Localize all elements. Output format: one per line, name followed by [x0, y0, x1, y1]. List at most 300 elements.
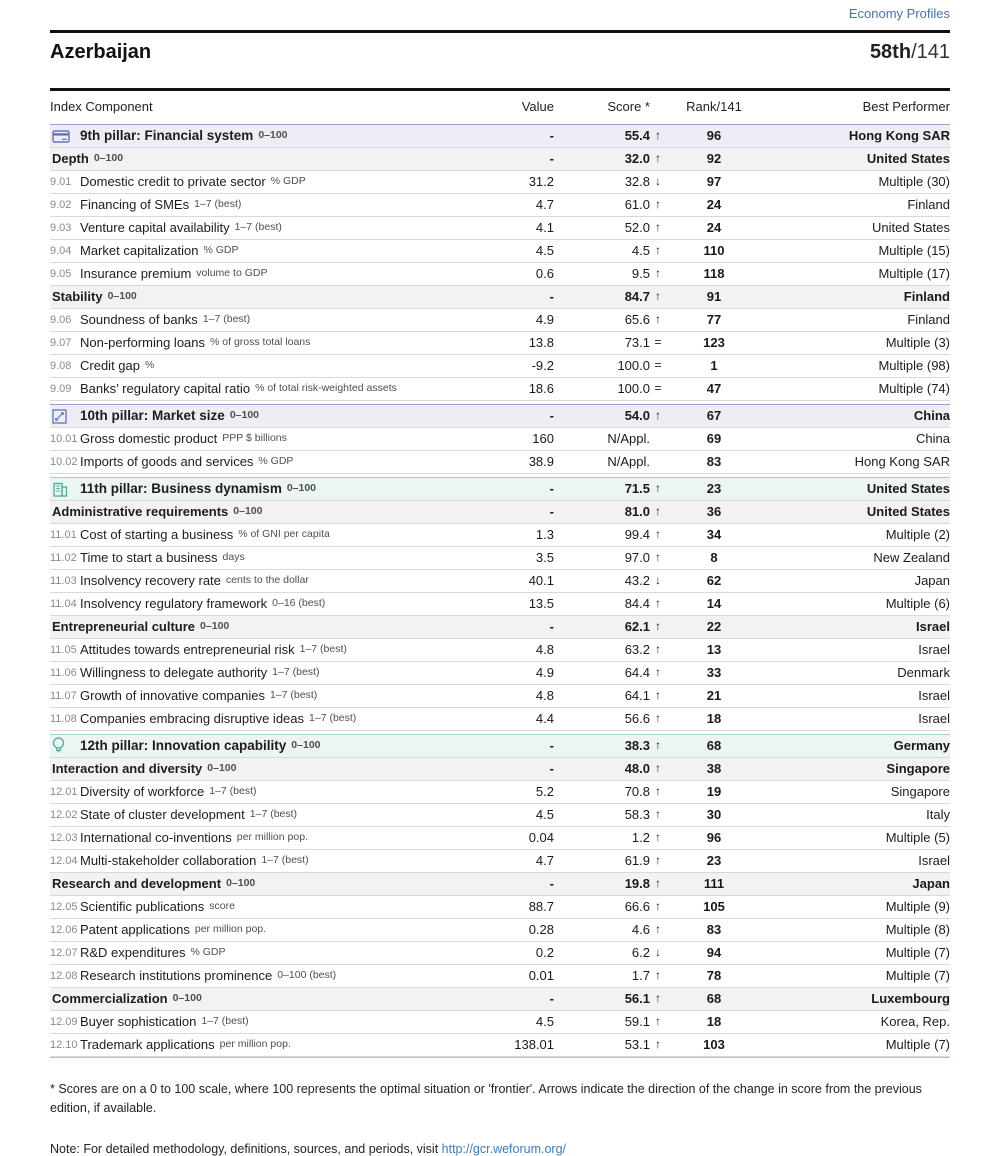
score-value: 97.0 — [624, 549, 650, 565]
methodology-note — [50, 1142, 950, 1156]
score-value: 19.8 — [624, 875, 650, 891]
best-performer-cell: Multiple (7) — [885, 967, 950, 983]
rank-cell: 103 — [703, 1036, 725, 1052]
row-label: International co-inventions — [80, 830, 232, 845]
score-cell — [554, 877, 666, 891]
component-cell — [50, 290, 466, 304]
row-label: Scientific publications — [80, 899, 205, 914]
indicator-number: 12.10 — [50, 1038, 78, 1051]
indicator-row — [50, 781, 950, 804]
row-label: Insolvency regulatory framework — [80, 596, 268, 611]
best-performer-cell: Finland — [907, 311, 950, 327]
score-cell — [554, 505, 666, 519]
trend-up-arrow-icon: ↑ — [655, 688, 661, 703]
indicator-row — [50, 850, 950, 873]
row-label: Attitudes towards entrepreneurial risk — [80, 642, 295, 657]
value-cell: 40.1 — [528, 572, 554, 588]
row-unit: 0–100 — [200, 620, 230, 633]
score-cell — [554, 432, 666, 446]
trend-up-arrow-icon: ↑ — [655, 596, 661, 611]
component-cell — [50, 505, 466, 519]
rank-cell: 68 — [706, 990, 722, 1006]
rank-cell: 69 — [706, 430, 722, 446]
rank-cell: 94 — [706, 944, 722, 960]
best-performer-cell: China — [916, 430, 950, 446]
subsection-row — [50, 148, 950, 171]
component-cell — [50, 455, 466, 469]
value-cell: - — [549, 288, 554, 304]
rank-cell: 67 — [706, 407, 722, 423]
score-value: 81.0 — [624, 503, 650, 519]
row-label: 9th pillar: Financial system — [80, 128, 254, 143]
row-unit: per million pop. — [219, 1038, 291, 1051]
rank-cell: 36 — [706, 503, 722, 519]
row-label: Venture capital availability — [80, 220, 230, 235]
row-label: Insurance premium — [80, 266, 192, 281]
best-performer-cell: Japan — [914, 572, 950, 588]
score-value: N/Appl. — [607, 430, 650, 446]
trend-up-arrow-icon: ↑ — [655, 968, 661, 983]
methodology-note-text: Note: For detailed methodology, definitions, sources, and periods, visit — [50, 1141, 442, 1156]
indicator-number: 12.02 — [50, 808, 78, 821]
score-value: 100.0 — [617, 380, 650, 396]
row-unit: 0–100 — [258, 129, 288, 142]
best-performer-cell: Multiple (5) — [885, 829, 950, 845]
row-label: Imports of goods and services — [80, 454, 254, 469]
score-value: 66.6 — [624, 898, 650, 914]
component-cell — [50, 336, 466, 350]
best-performer-cell: Korea, Rep. — [880, 1013, 950, 1029]
trend-up-arrow-icon: ↑ — [655, 1037, 661, 1052]
best-performer-cell: Multiple (30) — [878, 173, 950, 189]
trend-up-arrow-icon: ↑ — [655, 312, 661, 327]
row-unit: 0–100 — [226, 877, 256, 890]
score-value: 73.1 — [624, 334, 650, 350]
row-unit: 1–7 (best) — [202, 313, 251, 326]
row-label: Buyer sophistication — [80, 1014, 197, 1029]
value-cell: 13.5 — [528, 595, 554, 611]
pillar-row — [50, 404, 950, 428]
component-cell — [50, 409, 466, 424]
row-label: Stability — [52, 289, 103, 304]
component-cell — [50, 528, 466, 542]
component-cell — [50, 737, 466, 755]
indicator-number: 12.07 — [50, 946, 78, 959]
indicator-row — [50, 896, 950, 919]
value-cell: - — [549, 875, 554, 891]
best-performer-cell: Hong Kong SAR — [848, 127, 950, 143]
score-value: 54.0 — [624, 407, 650, 423]
rank-cell: 68 — [706, 737, 722, 753]
indicator-row — [50, 355, 950, 378]
row-unit: score — [209, 900, 235, 913]
trend-up-arrow-icon: ↑ — [655, 481, 661, 496]
rank-cell: 47 — [706, 380, 722, 396]
subsection-row — [50, 501, 950, 524]
pillar-row — [50, 124, 950, 148]
score-cell — [554, 969, 666, 983]
component-cell — [50, 597, 466, 611]
row-unit: % — [144, 359, 155, 372]
row-label: Non-performing loans — [80, 335, 206, 350]
indicator-row — [50, 524, 950, 547]
value-cell: 18.6 — [528, 380, 554, 396]
rank-cell: 105 — [703, 898, 725, 914]
indicator-number: 11.06 — [50, 666, 77, 679]
trend-up-arrow-icon: ↑ — [655, 289, 661, 304]
best-performer-cell: Germany — [893, 737, 950, 753]
row-unit: 1–7 (best) — [234, 221, 282, 234]
score-cell — [554, 992, 666, 1006]
trend-up-arrow-icon: ↑ — [655, 784, 661, 799]
row-label: Patent applications — [80, 922, 190, 937]
pillar-row — [50, 734, 950, 758]
best-performer-cell: United States — [866, 150, 950, 166]
score-value: 56.1 — [624, 990, 650, 1006]
row-label: R&D expenditures — [80, 945, 186, 960]
row-unit: PPP $ billions — [222, 432, 287, 445]
best-performer-cell: Israel — [918, 687, 950, 703]
row-unit: 0–100 — [107, 290, 137, 303]
economy-profiles-link[interactable]: Economy Profiles — [848, 6, 950, 21]
component-cell — [50, 574, 466, 588]
score-cell — [554, 382, 666, 396]
indicator-number: 11.01 — [50, 528, 77, 541]
score-cell — [554, 785, 666, 799]
row-unit: 0–100 — [207, 762, 237, 775]
row-label: Multi-stakeholder collaboration — [80, 853, 257, 868]
indicator-row — [50, 662, 950, 685]
component-cell — [50, 969, 466, 983]
row-label: Banks’ regulatory capital ratio — [80, 381, 251, 396]
score-cell — [554, 712, 666, 726]
value-cell: 0.01 — [528, 967, 554, 983]
subsection-row — [50, 616, 950, 639]
rank-cell: 110 — [703, 242, 725, 258]
component-cell — [50, 382, 466, 396]
score-value: 53.1 — [624, 1036, 650, 1052]
rank-cell: 83 — [706, 921, 722, 937]
value-cell: 160 — [532, 430, 554, 446]
row-unit: cents to the dollar — [225, 574, 309, 587]
indicator-number: 11.07 — [50, 689, 77, 702]
value-cell: 88.7 — [528, 898, 554, 914]
score-cell — [554, 290, 666, 304]
rank-cell: 21 — [706, 687, 722, 703]
trend-down-arrow-icon: ↓ — [655, 174, 661, 189]
score-cell — [554, 808, 666, 822]
score-cell — [554, 409, 666, 423]
score-value: N/Appl. — [607, 453, 650, 469]
component-cell — [50, 923, 466, 937]
row-label: 10th pillar: Market size — [80, 408, 225, 423]
rank-cell: 97 — [706, 173, 722, 189]
row-label: Financing of SMEs — [80, 197, 190, 212]
subsection-row — [50, 988, 950, 1011]
value-cell: 38.9 — [528, 453, 554, 469]
trend-up-arrow-icon: ↑ — [655, 876, 661, 891]
best-performer-cell: Singapore — [886, 760, 950, 776]
value-cell: -9.2 — [531, 357, 554, 373]
row-unit: % of gross total loans — [210, 336, 311, 349]
indicator-number: 11.04 — [50, 597, 77, 610]
indicator-number: 12.06 — [50, 923, 78, 936]
best-performer-cell: Multiple (7) — [885, 1036, 950, 1052]
best-performer-cell: Finland — [907, 196, 950, 212]
score-value: 32.0 — [624, 150, 650, 166]
score-value: 6.2 — [631, 944, 650, 960]
component-cell — [50, 620, 466, 634]
score-cell — [554, 762, 666, 776]
row-label: Diversity of workforce — [80, 784, 205, 799]
score-value: 71.5 — [624, 480, 650, 496]
row-unit: 0–100 — [229, 409, 260, 422]
subsection-row — [50, 286, 950, 309]
indicator-row — [50, 965, 950, 988]
score-cell — [554, 359, 666, 373]
score-cell — [554, 313, 666, 327]
indicator-number: 12.09 — [50, 1015, 78, 1028]
row-unit: 0–100 — [286, 482, 317, 495]
row-unit: 0–100 — [172, 992, 202, 1005]
rank-cell: 62 — [706, 572, 722, 588]
indicator-row — [50, 547, 950, 570]
indicator-row — [50, 171, 950, 194]
score-value: 59.1 — [624, 1013, 650, 1029]
row-label: Credit gap — [80, 358, 140, 373]
best-performer-cell: Multiple (8) — [885, 921, 950, 937]
component-cell — [50, 712, 466, 726]
value-cell: - — [549, 737, 554, 753]
indicator-row — [50, 570, 950, 593]
value-cell: 0.04 — [528, 829, 554, 845]
value-cell: - — [549, 760, 554, 776]
trend-up-arrow-icon: ↑ — [655, 504, 661, 519]
col-header-value: Value — [521, 98, 554, 114]
best-performer-cell: Multiple (17) — [878, 265, 950, 281]
row-unit: 1–7 (best) — [249, 808, 298, 821]
row-unit: 1–7 (best) — [194, 198, 242, 211]
score-value: 55.4 — [624, 127, 650, 143]
value-cell: 4.8 — [535, 641, 554, 657]
score-cell — [554, 854, 666, 868]
value-cell: - — [549, 127, 554, 143]
value-cell: 4.1 — [535, 219, 554, 235]
component-cell — [50, 666, 466, 680]
row-label: Willingness to delegate authority — [80, 665, 268, 680]
rank-cell: 18 — [706, 1013, 722, 1029]
row-label: Cost of starting a business — [80, 527, 234, 542]
score-cell — [554, 831, 666, 845]
rank-cell: 96 — [706, 127, 722, 143]
indicator-number: 11.03 — [50, 574, 77, 587]
row-unit: 0–16 (best) — [272, 597, 326, 610]
value-cell: 0.6 — [535, 265, 554, 281]
score-cell — [554, 482, 666, 496]
row-label: Interaction and diversity — [52, 761, 203, 776]
col-header-component: Index Component — [50, 98, 153, 114]
component-cell — [50, 643, 466, 657]
score-value: 32.8 — [624, 173, 650, 189]
indicator-row — [50, 451, 950, 474]
score-value: 61.0 — [624, 196, 650, 212]
component-cell — [50, 992, 466, 1006]
indicator-number: 10.02 — [50, 455, 78, 468]
value-cell: - — [549, 407, 554, 423]
table-header-row — [50, 91, 950, 121]
component-cell — [50, 831, 466, 845]
value-cell: 4.8 — [535, 687, 554, 703]
value-cell: 5.2 — [535, 783, 554, 799]
indicator-row — [50, 685, 950, 708]
component-cell — [50, 785, 466, 799]
score-cell — [554, 551, 666, 565]
trend-up-arrow-icon: ↑ — [655, 550, 661, 565]
trend-up-arrow-icon: ↑ — [655, 738, 661, 753]
score-value: 62.1 — [624, 618, 650, 634]
component-cell — [50, 244, 466, 258]
rank-cell: 18 — [706, 710, 722, 726]
indicator-number: 9.01 — [50, 175, 72, 188]
value-cell: 4.5 — [535, 242, 554, 258]
row-unit: 0–100 — [291, 739, 321, 752]
score-value: 48.0 — [624, 760, 650, 776]
component-cell — [50, 1038, 466, 1052]
best-performer-cell: Israel — [918, 641, 950, 657]
indicator-row — [50, 1034, 950, 1057]
component-cell — [50, 808, 466, 822]
score-value: 64.4 — [624, 664, 650, 680]
trend-up-arrow-icon: ↑ — [655, 761, 661, 776]
trend-up-arrow-icon: ↑ — [655, 991, 661, 1006]
score-value: 84.7 — [624, 288, 650, 304]
trend-up-arrow-icon: ↑ — [655, 128, 661, 143]
score-value: 9.5 — [631, 265, 650, 281]
component-cell — [50, 221, 466, 235]
row-unit: % GDP — [270, 175, 306, 188]
score-value: 38.3 — [624, 737, 650, 753]
component-cell — [50, 482, 466, 497]
score-cell — [554, 336, 666, 350]
rank-cell: 24 — [706, 196, 722, 212]
score-value: 84.4 — [624, 595, 650, 611]
value-cell: 4.7 — [535, 852, 554, 868]
indicator-number: 12.04 — [50, 854, 78, 867]
row-unit: 1–7 (best) — [272, 666, 320, 679]
trend-equal-icon: = — [654, 358, 662, 373]
best-performer-cell: Israel — [918, 710, 950, 726]
row-label: Domestic credit to private sector — [80, 174, 266, 189]
indicator-row — [50, 309, 950, 332]
component-cell — [50, 1015, 466, 1029]
row-label: Growth of innovative companies — [80, 688, 265, 703]
best-performer-cell: China — [913, 407, 950, 423]
trend-up-arrow-icon: ↑ — [655, 619, 661, 634]
score-cell — [554, 597, 666, 611]
value-cell: - — [549, 503, 554, 519]
trend-up-arrow-icon: ↑ — [655, 711, 661, 726]
best-performer-cell: Multiple (9) — [885, 898, 950, 914]
score-cell — [554, 620, 666, 634]
indicator-row — [50, 428, 950, 451]
indicator-number: 9.03 — [50, 221, 72, 234]
row-label: Companies embracing disruptive ideas — [80, 711, 305, 726]
row-unit: per million pop. — [236, 831, 308, 844]
row-unit: 1–7 (best) — [299, 643, 347, 656]
score-cell — [554, 244, 666, 258]
value-cell: 0.2 — [535, 944, 554, 960]
best-performer-cell: Israel — [918, 852, 950, 868]
expand-icon — [52, 409, 74, 424]
score-value: 99.4 — [624, 526, 650, 542]
score-cell — [554, 689, 666, 703]
best-performer-cell: United States — [866, 503, 950, 519]
row-label: State of cluster development — [80, 807, 245, 822]
best-performer-cell: Multiple (15) — [878, 242, 950, 258]
index-component-table — [50, 91, 950, 1058]
value-cell: 4.5 — [535, 806, 554, 822]
rank-cell: 14 — [706, 595, 722, 611]
row-unit: 1–7 (best) — [261, 854, 309, 867]
component-cell — [50, 129, 466, 144]
table-bottom-rule — [50, 1057, 950, 1058]
best-performer-cell: Luxembourg — [871, 990, 950, 1006]
indicator-row — [50, 827, 950, 850]
score-value: 58.3 — [624, 806, 650, 822]
best-performer-cell: Japan — [912, 875, 950, 891]
score-value: 61.9 — [624, 852, 650, 868]
rank-cell: 111 — [703, 875, 725, 891]
row-label: Trademark applications — [80, 1037, 215, 1052]
row-unit: 0–100 (best) — [277, 969, 337, 982]
component-cell — [50, 762, 466, 776]
best-performer-cell: Israel — [916, 618, 950, 634]
component-cell — [50, 854, 466, 868]
row-unit: volume to GDP — [196, 267, 268, 280]
indicator-number: 12.01 — [50, 785, 78, 798]
rank-cell: 24 — [706, 219, 722, 235]
row-unit: 1–7 (best) — [269, 689, 318, 702]
row-unit: 0–100 — [93, 152, 124, 165]
value-cell: 4.4 — [535, 710, 554, 726]
rank-cell: 34 — [706, 526, 722, 542]
best-performer-cell: Multiple (2) — [885, 526, 950, 542]
indicator-row — [50, 240, 950, 263]
score-cell — [554, 198, 666, 212]
row-unit: per million pop. — [194, 923, 267, 936]
building-icon — [52, 482, 74, 497]
value-cell: 13.8 — [528, 334, 554, 350]
score-cell — [554, 739, 666, 753]
indicator-row — [50, 1011, 950, 1034]
score-value: 4.6 — [631, 921, 650, 937]
gcr-weforum-link[interactable]: http://gcr.weforum.org/ — [441, 1141, 567, 1156]
rank-cell: 19 — [706, 783, 722, 799]
trend-up-arrow-icon: ↑ — [655, 853, 661, 868]
value-cell: - — [549, 480, 554, 496]
best-performer-cell: United States — [866, 480, 950, 496]
trend-up-arrow-icon: ↑ — [655, 830, 661, 845]
component-cell — [50, 946, 466, 960]
score-value: 1.7 — [631, 967, 650, 983]
rank-cell: 96 — [706, 829, 722, 845]
rank-total: /141 — [911, 41, 950, 63]
best-performer-cell: Denmark — [897, 664, 950, 680]
indicator-row — [50, 593, 950, 616]
score-cell — [554, 1015, 666, 1029]
value-cell: 4.9 — [535, 311, 554, 327]
row-unit: % of GNI per capita — [238, 528, 330, 541]
